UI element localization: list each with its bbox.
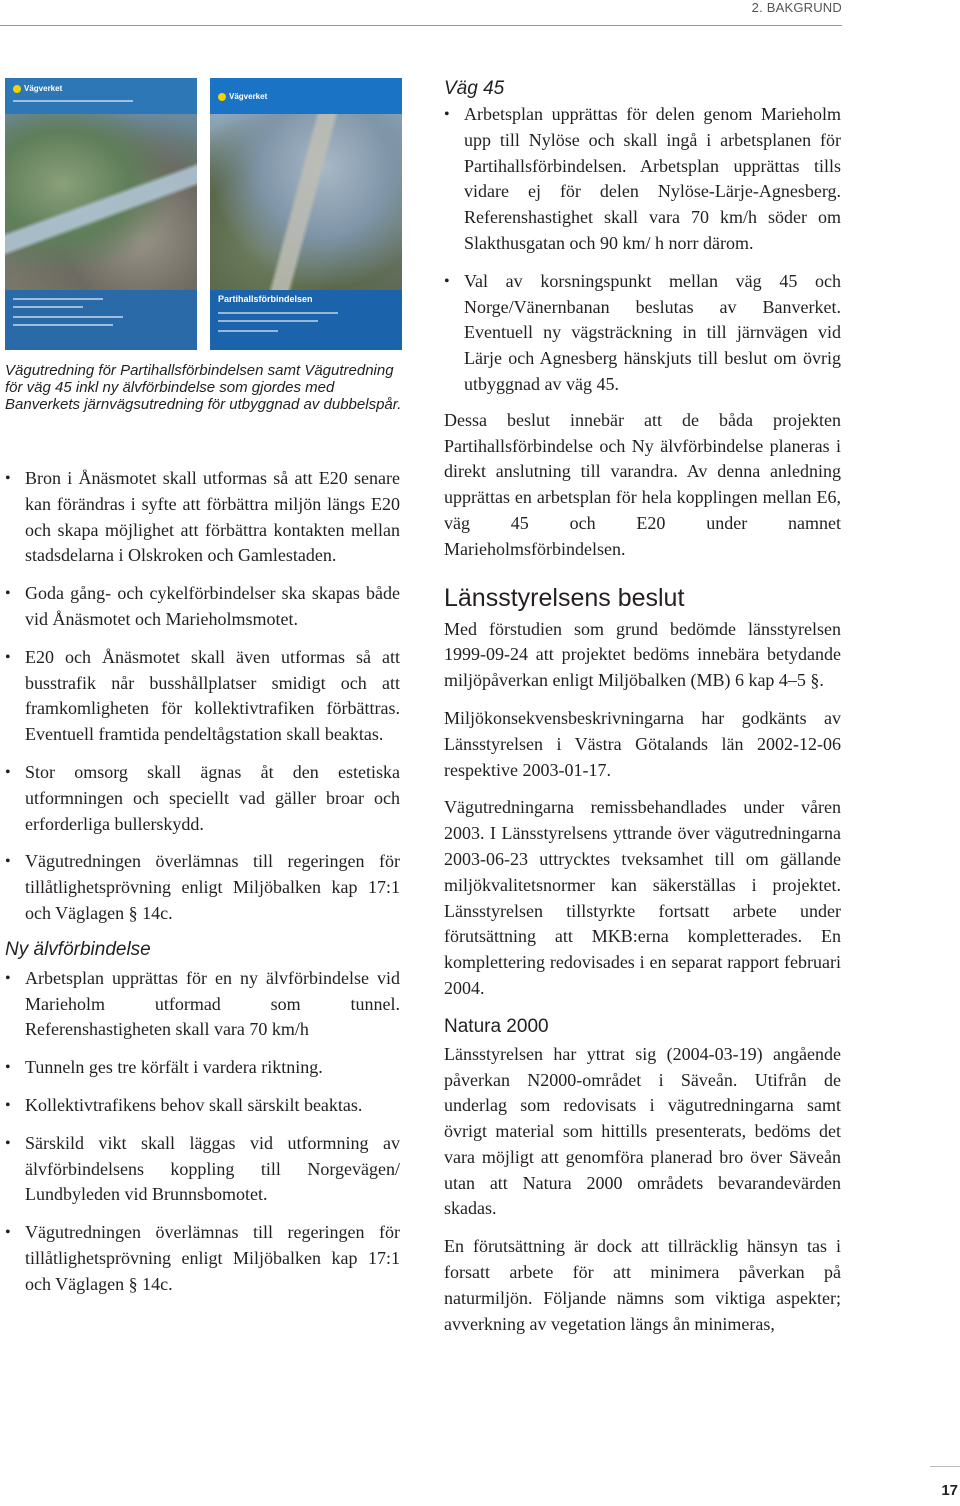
bullet-item — [5, 1131, 400, 1208]
body-paragraph: Vägutredningarna remissbehandlades under våren 2003. I Länsstyrelsens yttrande över vägutredningarna 2003-06-23 uttrycktes tveksamhet till om gällande miljökvalitetsnormer kan säkerställas i projektet. Länsstyrelsen tillstyrkte fortsatt arbete under förutsättning att MKB:erna kompletterades. En komplettering redovisades i en separat rapport februari 2004. — [444, 797, 841, 998]
heading-lansstyrelsens-beslut: Länsstyrelsens beslut — [444, 583, 685, 612]
cover-right-title: Partihallsförbindelsen — [218, 294, 313, 304]
bullet-dot: • — [5, 1134, 11, 1152]
figure-caption: Vägutredning för Partihallsförbindelsen samt Vägutredning för väg 45 inkl ny älvförbindelse som gjordes med Banverkets järnvägsutredning för utbyggnad av dubbelspår. — [5, 362, 402, 413]
body-paragraph: Med förstudien som grund bedömde länsstyrelsen 1999-09-24 att projektet bedöms innebära betydande miljöpåverkan enligt Miljöbalken (MB) 6 kap 4–5 §. — [444, 618, 841, 691]
bullet-text: Bron i Ånäsmotet skall utformas så att E20 senare kan förändras i syfte att förbättra miljön längs E20 och skapa möjlighet att förbättra kontakten mellan stadsdelarna i Olskroken och Gamlestaden. — [25, 468, 400, 566]
cover-right-image — [210, 78, 402, 350]
bullet-dot: • — [5, 853, 11, 871]
header-rule — [0, 25, 842, 26]
bullet-item — [5, 466, 400, 569]
bullet-text: Vägutredningen överlämnas till regeringen för tillåtlighetsprövning enligt Miljöbalken kap 17:1 och Väglagen § 14c. — [25, 1222, 400, 1294]
cover-right-logo: Vägverket — [218, 92, 267, 101]
cover-left-header — [5, 78, 197, 114]
paragraph-decision: Dessa beslut innebär att de båda projekten Partihallsförbindelse och Ny älvförbindelse planeras i direkt anslutning till varandra. Av denna anledning upprättas en arbetsplan för hela kopplingen mellan E6, väg 45 och E20 under namnet Marieholmsförbindelsen. — [444, 409, 841, 559]
body-paragraph: En förutsättning är dock att tillräcklig hänsyn tas i forsatt arbete för att minimera påverkan på naturmiljön. Följande nämns som viktiga aspekter; avverkning av vegetation längs ån minimeras, — [444, 1236, 841, 1334]
bullet-text: Goda gång- och cykelförbindelser ska skapas både vid Ånäsmotet och Marieholmsmotet. — [25, 583, 400, 629]
bullet-text: Arbetsplan upprättas för en ny älvförbindelse vid Marieholm utformad som tunnel. Referenshastigheten skall vara 70 km/h — [25, 967, 400, 1040]
bullet-item — [5, 1093, 400, 1119]
bullet-text: Stor omsorg skall ägnas åt den estetiska utformningen och speciellt vad gäller broar och erforderliga bullerskydd. — [25, 761, 400, 834]
bullet-item — [444, 102, 841, 257]
bullet-dot: • — [444, 272, 450, 290]
bullet-text: Val av korsningspunkt mellan väg 45 och Norge/Vänernbanan beslutas av Banverket. Eventuell ny vägsträckning in till järnvägen vid Lärje och Agnesberg hänskjuts till beslut om övrig utbyggnad av väg 45. — [464, 270, 841, 394]
cover-right-header — [210, 78, 402, 114]
bullet-dot: • — [444, 106, 450, 123]
bullet-dot: • — [5, 763, 11, 781]
body-paragraph: Miljökonsekvensbeskrivningarna har godkänts av Länsstyrelsen i Västra Götalands län 2002-12-06 respektive 2003-01-17. — [444, 707, 841, 780]
cover-left-logo: Vägverket — [13, 84, 62, 93]
bullet-text: Särskild vikt skall läggas vid utformning av älvförbindelsens koppling till Norgevägen/ Lundbyleden vid Brunnsbomotet. — [25, 1132, 400, 1205]
bullet-item — [5, 966, 400, 1043]
bullet-dot: • — [5, 1059, 11, 1077]
bullet-item — [5, 645, 400, 748]
bullet-dot: • — [5, 1224, 11, 1242]
bullet-item — [5, 1220, 400, 1297]
bullet-item — [5, 581, 400, 633]
bullet-dot: • — [5, 470, 11, 487]
bullet-text: E20 och Ånäsmotet skall även utformas så att busstrafik når busshållplatser smidigt och att framkomligheten för kollektivtrafiken förbättras. Eventuell framtida pendeltågstation skall beaktas. — [25, 646, 400, 745]
page-number-rule — [930, 1466, 960, 1467]
bullet-text: Arbetsplan upprättas för delen genom Marieholm upp till Nylöse och skall ingå i arbetsplanen för Partihallsförbindelsen. Arbetsplan upprättas tills vidare ej för delen Nylöse-Lärje-Agnesberg. Referenshastighet skall vara 70 km/h söder om Slakthusgatan och 90 km/ h norr därom. — [464, 104, 841, 253]
bullet-text: Tunneln ges tre körfält i vardera riktning. — [25, 1057, 323, 1078]
report-covers — [5, 78, 400, 350]
page-number: 17 — [941, 1482, 958, 1499]
aerial-photo-left — [5, 114, 197, 290]
bullet-item — [5, 760, 400, 837]
bullet-item — [5, 1055, 400, 1081]
left-column-text — [5, 466, 400, 1298]
subhead-vag-45: Väg 45 — [444, 78, 505, 99]
bullet-dot: • — [5, 585, 11, 603]
bullet-text: Kollektivtrafikens behov skall särskilt beaktas. — [25, 1094, 363, 1115]
bullet-dot: • — [5, 1096, 11, 1114]
heading-natura-2000: Natura 2000 — [444, 1015, 549, 1037]
subhead-ny-alvforbindelse: Ny älvförbindelse — [5, 938, 151, 960]
bullet-dot: • — [5, 969, 11, 987]
cover-right-footer — [210, 290, 402, 350]
aerial-photo-right — [210, 114, 402, 290]
cover-left-image — [5, 78, 197, 350]
body-paragraph: Länsstyrelsen har yttrat sig (2004-03-19) angående påverkan N2000-området i Säveån. Utifrån de underlag som redovisats i vägutredningarna samt övrigt material som hittills presenterats, bedöms det vara möjligt att genomföra planerad bro över Säveån utan att Natura 2000 områdets bevarandevärden skadas. — [444, 1043, 841, 1219]
bullet-text: Vägutredningen överlämnas till regeringen för tillåtlighetsprövning enligt Miljöbalken kap 17:1 och Väglagen § 14c. — [25, 851, 400, 923]
bullet-item — [444, 269, 841, 398]
cover-left-footer — [5, 290, 197, 350]
right-column-text — [444, 78, 841, 1337]
section-label: 2. BAKGRUND — [751, 0, 842, 15]
bullet-item — [5, 849, 400, 926]
bullet-dot: • — [5, 648, 11, 666]
